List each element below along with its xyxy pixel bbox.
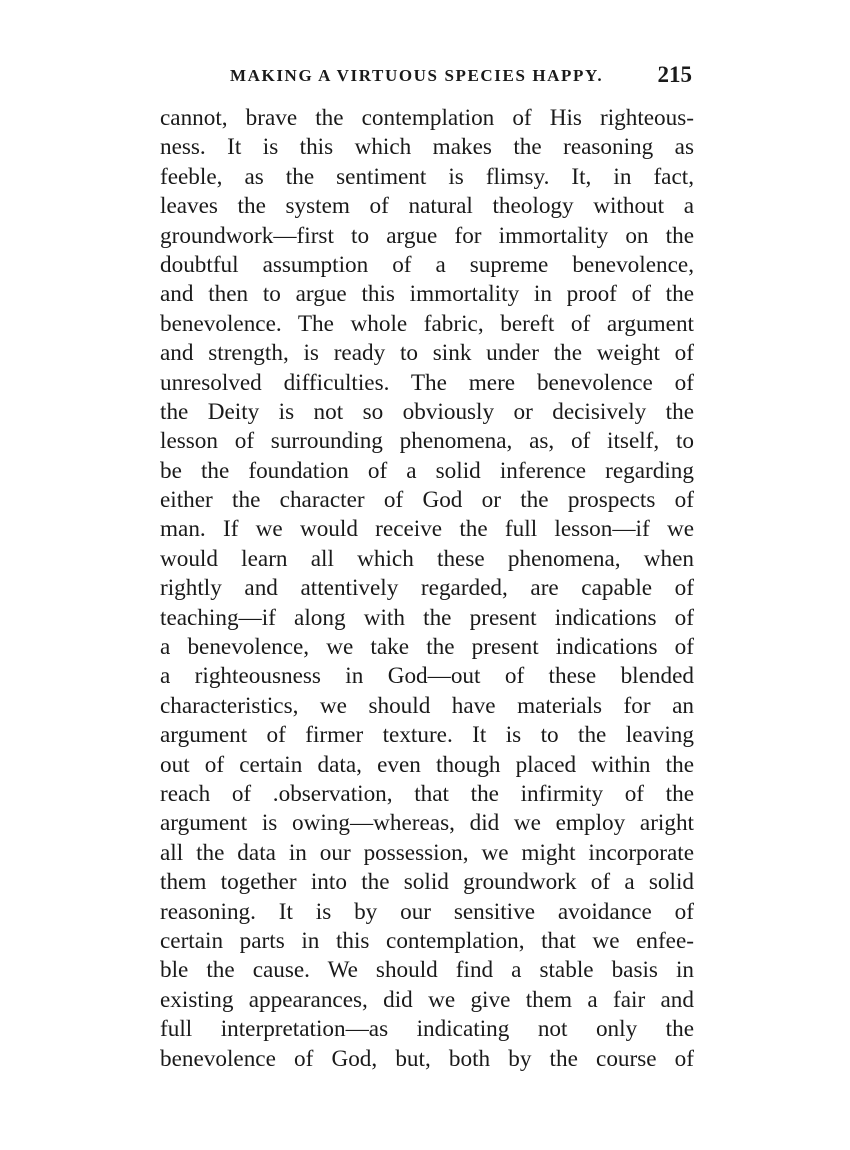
text-line: existing appearances, did we give them a fair and bbox=[160, 986, 694, 1013]
text-line: and strength, is ready to sink under the weight of bbox=[160, 340, 694, 367]
text-line: cannot, brave the contemplation of His righteous- bbox=[160, 105, 694, 131]
text-line: argument of firmer texture. It is to the leaving bbox=[160, 722, 694, 749]
text-line: full interpretation—as indicating not only the bbox=[160, 1016, 694, 1043]
text-line: reach of .observation, that the infirmity of the bbox=[160, 780, 694, 807]
text-line: a benevolence, we take the present indications of bbox=[160, 634, 694, 661]
text-line: lesson of surrounding phenomena, as, of itself, to bbox=[160, 428, 694, 455]
running-head bbox=[160, 62, 694, 92]
text-line: groundwork—first to argue for immortality on the bbox=[160, 222, 694, 249]
text-line: out of certain data, even though placed within the bbox=[160, 751, 694, 778]
text-line: argument is owing—whereas, did we employ aright bbox=[160, 810, 694, 837]
page-number: 215 bbox=[657, 62, 692, 87]
text-line: the Deity is not so obviously or decisively the bbox=[160, 398, 694, 425]
text-line: either the character of God or the prospects of bbox=[160, 487, 694, 514]
text-line: would learn all which these phenomena, when bbox=[160, 545, 694, 572]
text-line: a righteousness in God—out of these blended bbox=[160, 663, 694, 690]
text-line: man. If we would receive the full lesson—if we bbox=[160, 516, 694, 543]
text-line: rightly and attentively regarded, are capable of bbox=[160, 575, 694, 602]
text-line: all the data in our possession, we might incorporate bbox=[160, 839, 694, 866]
text-line: reasoning. It is by our sensitive avoidance of bbox=[160, 898, 694, 925]
text-line: ness. It is this which makes the reasoning as bbox=[160, 134, 694, 161]
text-line: unresolved difficulties. The mere benevolence of bbox=[160, 369, 694, 396]
text-line: characteristics, we should have materials for an bbox=[160, 692, 694, 719]
text-line: certain parts in this contemplation, that we enfee- bbox=[160, 927, 694, 954]
body-text bbox=[160, 104, 694, 1074]
text-line: feeble, as the sentiment is flimsy. It, in fact, bbox=[160, 163, 694, 190]
text-line: leaves the system of natural theology without a bbox=[160, 193, 694, 220]
text-line: ble the cause. We should find a stable basis in bbox=[160, 957, 694, 984]
text-line: benevolence. The whole fabric, bereft of argument bbox=[160, 310, 694, 337]
running-title: MAKING A VIRTUOUS SPECIES HAPPY. bbox=[230, 66, 604, 85]
text-line: them together into the solid groundwork of a solid bbox=[160, 869, 694, 896]
text-line: teaching—if along with the present indications of bbox=[160, 604, 694, 631]
text-line: benevolence of God, but, both by the course of bbox=[160, 1045, 694, 1072]
text-line: and then to argue this immortality in proof of the bbox=[160, 281, 694, 308]
text-line: doubtful assumption of a supreme benevolence, bbox=[160, 251, 694, 278]
text-line: be the foundation of a solid inference regarding bbox=[160, 457, 694, 484]
